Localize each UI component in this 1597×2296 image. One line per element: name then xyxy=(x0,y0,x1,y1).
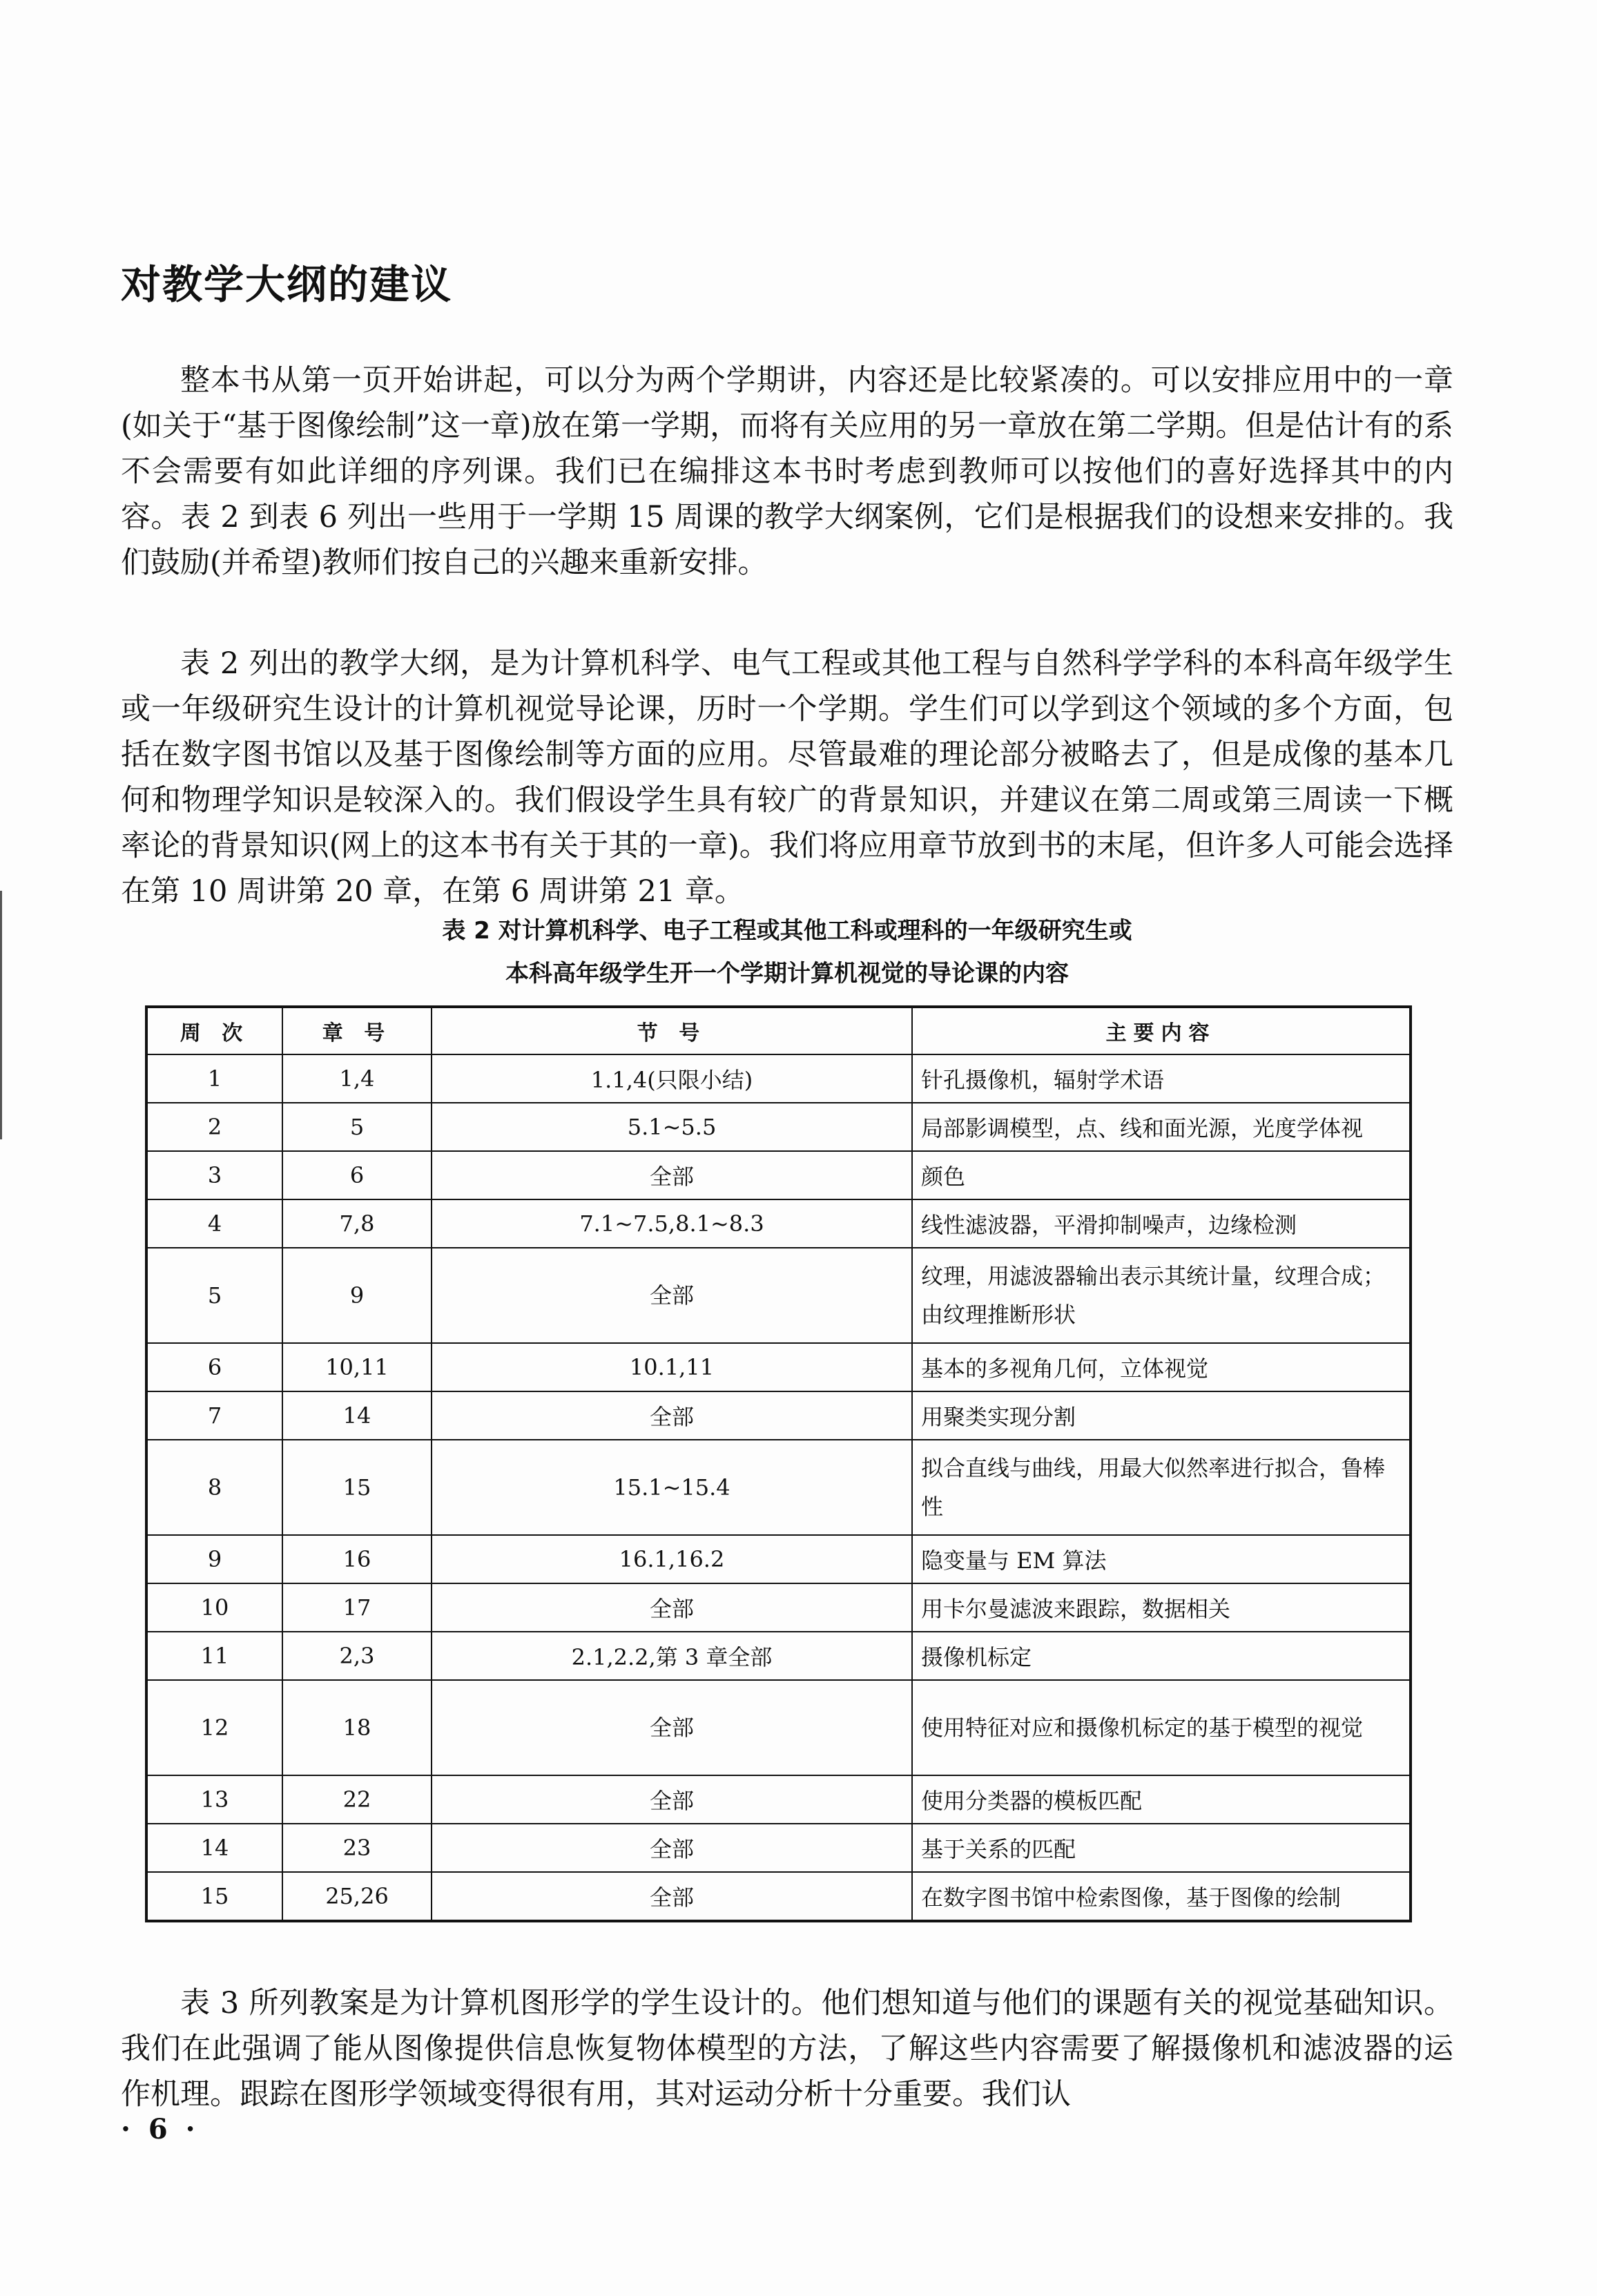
page-number: · 6 · xyxy=(121,2113,200,2145)
table-header-row xyxy=(146,1007,1411,1054)
cell-section: 15.1~15.4 xyxy=(432,1440,912,1535)
table-row xyxy=(146,1391,1411,1440)
cell-chapter: 2,3 xyxy=(282,1632,432,1680)
cell-week: 11 xyxy=(146,1632,282,1680)
cell-week: 3 xyxy=(146,1151,282,1199)
cell-week: 2 xyxy=(146,1103,282,1151)
cell-week: 13 xyxy=(146,1775,282,1824)
table-row xyxy=(146,1054,1411,1103)
paragraph-intro: 整本书从第一页开始讲起，可以分为两个学期讲，内容还是比较紧凑的。可以安排应用中的一章(如关于“基于图像绘制”这一章)放在第一学期，而将有关应用的另一章放在第二学期。但是估计有的系不会需要有如此详细的序列课。我们已在编排这本书时考虑到教师可以按他们的喜好选择其中的内容。表 2 到表 6 列出一些用于一学期 15 周课的教学大纲案例，它们是根据我们的设想来安排的。我们鼓励(并希望)教师们按自己的兴趣来重新安排。 xyxy=(121,363,1453,580)
cell-content: 纹理，用滤波器输出表示其统计量，纹理合成；由纹理推断形状 xyxy=(912,1248,1411,1343)
cell-chapter: 1,4 xyxy=(282,1054,432,1103)
cell-content: 使用特征对应和摄像机标定的基于模型的视觉 xyxy=(912,1680,1411,1775)
paragraph-table3-description: 表 3 所列教案是为计算机图形学的学生设计的。他们想知道与他们的课题有关的视觉基础知识。我们在此强调了能从图像提供信息恢复物体模型的方法，了解这些内容需要了解摄像机和滤波器的运作机理。跟踪在图形学领域变得很有用，其对运动分析十分重要。我们认 xyxy=(121,1986,1453,2112)
scan-edge-mark xyxy=(0,891,2,1139)
table-row xyxy=(146,1583,1411,1632)
cell-content: 基本的多视角几何，立体视觉 xyxy=(912,1343,1411,1391)
table-caption-line1: 表 2 对计算机科学、电子工程或其他工科或理科的一年级研究生或 xyxy=(442,917,1132,945)
cell-section: 7.1~7.5,8.1~8.3 xyxy=(432,1199,912,1248)
cell-section: 5.1~5.5 xyxy=(432,1103,912,1151)
cell-chapter: 23 xyxy=(282,1824,432,1872)
table-row xyxy=(146,1872,1411,1921)
cell-section: 全部 xyxy=(432,1775,912,1824)
cell-week: 15 xyxy=(146,1872,282,1921)
cell-content: 使用分类器的模板匹配 xyxy=(912,1775,1411,1824)
cell-content: 在数字图书馆中检索图像，基于图像的绘制 xyxy=(912,1872,1411,1921)
cell-week: 10 xyxy=(146,1583,282,1632)
header-section: 节 号 xyxy=(432,1007,912,1054)
table-row xyxy=(146,1824,1411,1872)
cell-section: 2.1,2.2,第 3 章全部 xyxy=(432,1632,912,1680)
cell-section: 10.1,11 xyxy=(432,1343,912,1391)
syllabus-table xyxy=(145,1005,1412,1922)
cell-section: 全部 xyxy=(432,1151,912,1199)
cell-content: 颜色 xyxy=(912,1151,1411,1199)
section-heading: 对教学大纲的建议 xyxy=(121,261,453,308)
cell-chapter: 17 xyxy=(282,1583,432,1632)
cell-week: 1 xyxy=(146,1054,282,1103)
cell-week: 4 xyxy=(146,1199,282,1248)
cell-chapter: 18 xyxy=(282,1680,432,1775)
cell-content: 用聚类实现分割 xyxy=(912,1391,1411,1440)
paragraph-table2-description: 表 2 列出的教学大纲，是为计算机科学、电气工程或其他工程与自然科学学科的本科高年级学生或一年级研究生设计的计算机视觉导论课，历时一个学期。学生们可以学到这个领域的多个方面，包括在数字图书馆以及基于图像绘制等方面的应用。尽管最难的理论部分被略去了，但是成像的基本几何和物理学知识是较深入的。我们假设学生具有较广的背景知识，并建议在第二周或第三周读一下概率论的背景知识(网上的这本书有关于其的一章)。我们将应用章节放到书的末尾，但许多人可能会选择在第 10 周讲第 20 章，在第 6 周讲第 21 章。 xyxy=(121,646,1453,909)
cell-chapter: 6 xyxy=(282,1151,432,1199)
table-row xyxy=(146,1103,1411,1151)
cell-week: 9 xyxy=(146,1535,282,1583)
cell-content: 摄像机标定 xyxy=(912,1632,1411,1680)
cell-chapter: 14 xyxy=(282,1391,432,1440)
cell-section: 全部 xyxy=(432,1824,912,1872)
header-content: 主要内容 xyxy=(912,1007,1411,1054)
header-chapter: 章 号 xyxy=(282,1007,432,1054)
cell-chapter: 25,26 xyxy=(282,1872,432,1921)
cell-content: 隐变量与 EM 算法 xyxy=(912,1535,1411,1583)
cell-section: 全部 xyxy=(432,1391,912,1440)
table-row xyxy=(146,1151,1411,1199)
cell-chapter: 5 xyxy=(282,1103,432,1151)
cell-content: 线性滤波器，平滑抑制噪声，边缘检测 xyxy=(912,1199,1411,1248)
cell-content: 基于关系的匹配 xyxy=(912,1824,1411,1872)
cell-chapter: 22 xyxy=(282,1775,432,1824)
table-row xyxy=(146,1343,1411,1391)
table-row xyxy=(146,1775,1411,1824)
cell-content: 用卡尔曼滤波来跟踪，数据相关 xyxy=(912,1583,1411,1632)
table-row xyxy=(146,1680,1411,1775)
cell-chapter: 16 xyxy=(282,1535,432,1583)
cell-chapter: 15 xyxy=(282,1440,432,1535)
cell-week: 8 xyxy=(146,1440,282,1535)
table-row xyxy=(146,1440,1411,1535)
cell-section: 16.1,16.2 xyxy=(432,1535,912,1583)
table-row xyxy=(146,1535,1411,1583)
cell-week: 14 xyxy=(146,1824,282,1872)
cell-week: 5 xyxy=(146,1248,282,1343)
table-row xyxy=(146,1199,1411,1248)
cell-week: 7 xyxy=(146,1391,282,1440)
cell-week: 6 xyxy=(146,1343,282,1391)
cell-content: 拟合直线与曲线，用最大似然率进行拟合，鲁棒性 xyxy=(912,1440,1411,1535)
cell-section: 全部 xyxy=(432,1583,912,1632)
cell-content: 局部影调模型，点、线和面光源，光度学体视 xyxy=(912,1103,1411,1151)
table-row xyxy=(146,1632,1411,1680)
cell-section: 全部 xyxy=(432,1248,912,1343)
table-caption-line2: 本科高年级学生开一个学期计算机视觉的导论课的内容 xyxy=(505,960,1069,987)
cell-section: 1.1,4(只限小结) xyxy=(432,1054,912,1103)
cell-content: 针孔摄像机，辐射学术语 xyxy=(912,1054,1411,1103)
cell-section: 全部 xyxy=(432,1680,912,1775)
cell-section: 全部 xyxy=(432,1872,912,1921)
cell-chapter: 10,11 xyxy=(282,1343,432,1391)
table-row xyxy=(146,1248,1411,1343)
header-week: 周 次 xyxy=(146,1007,282,1054)
cell-chapter: 7,8 xyxy=(282,1199,432,1248)
cell-chapter: 9 xyxy=(282,1248,432,1343)
cell-week: 12 xyxy=(146,1680,282,1775)
